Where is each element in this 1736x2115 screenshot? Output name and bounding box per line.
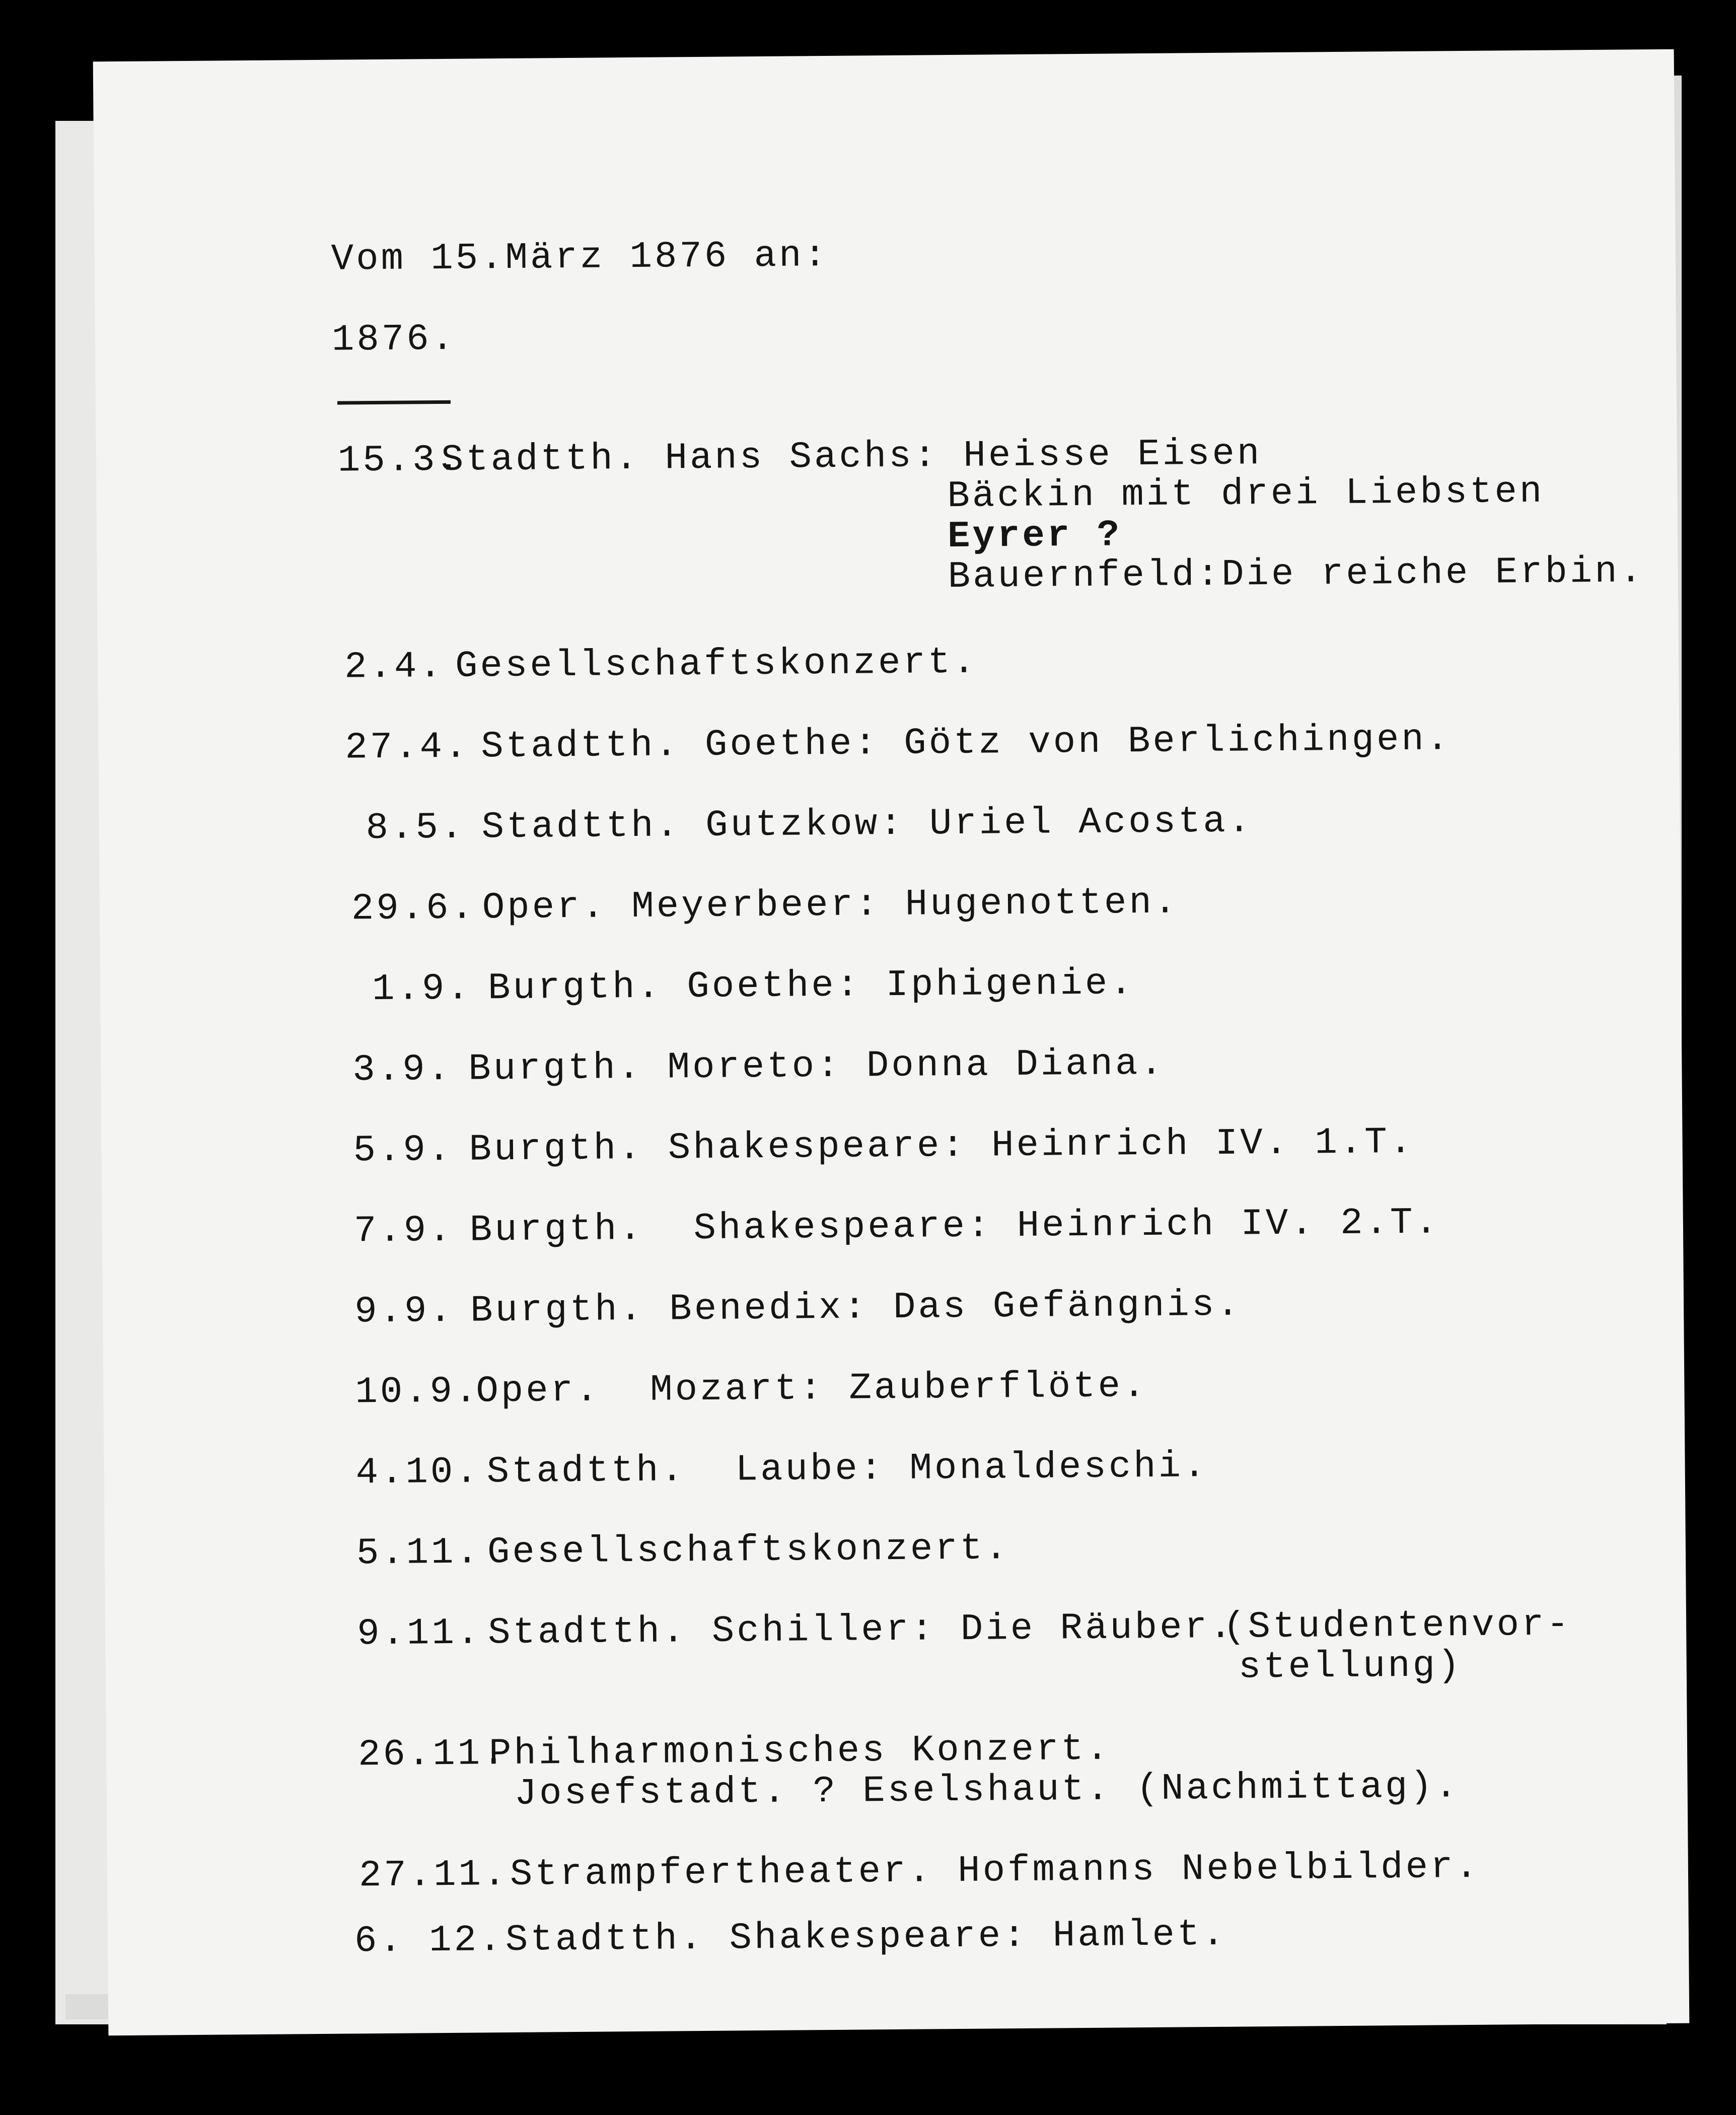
entry-date: 2.4. bbox=[344, 645, 445, 689]
entry-continuation: Bauernfeld:Die reiche Erbin. bbox=[948, 550, 1645, 599]
entry-text: Burgth. Shakespeare: Heinrich IV. 1.T. bbox=[469, 1121, 1415, 1171]
entry-text: Stadtth. Shakespeare: Hamlet. bbox=[505, 1913, 1227, 1962]
entry-text: Burgth. Benedix: Das Gefängnis. bbox=[470, 1284, 1242, 1332]
entry-text: Burgth. Moreto: Donna Diana. bbox=[468, 1042, 1166, 1091]
entry-continuation: Bäckin mit drei Liebsten bbox=[947, 470, 1545, 518]
entry-date: 7.9. bbox=[353, 1209, 454, 1253]
entry-date: 27.11. bbox=[358, 1854, 509, 1897]
entry-text: Strampfertheater. Hofmanns Nebelbilder. bbox=[510, 1846, 1481, 1896]
entry-date: 26.11. bbox=[357, 1733, 508, 1777]
entry-text: Burgth. Shakespeare: Heinrich IV. 2.T. bbox=[469, 1202, 1440, 1252]
entry-text: Gesellschaftskonzert. bbox=[455, 641, 978, 688]
entry-date: 15.3. bbox=[337, 439, 463, 482]
entry-date: 6. 12. bbox=[354, 1919, 504, 1963]
typed-page bbox=[93, 49, 1690, 2036]
entry-date: 5.9. bbox=[353, 1129, 453, 1172]
entry-date: 10.9. bbox=[355, 1370, 480, 1414]
entry-date: 29.6. bbox=[351, 887, 476, 931]
entry-text: Burgth. Goethe: Iphigenie. bbox=[487, 962, 1135, 1010]
entry-date: 4.10. bbox=[355, 1451, 481, 1495]
entry-text: Stadtth. Goethe: Götz von Berlichingen. bbox=[481, 718, 1452, 768]
heading-underline bbox=[337, 400, 451, 405]
entry-date: 9.11. bbox=[356, 1612, 482, 1656]
entry-note: stellung) bbox=[1238, 1645, 1463, 1689]
entry-date: 3.9. bbox=[352, 1048, 453, 1092]
entry-date: 1.9. bbox=[372, 967, 472, 1011]
entry-text: Stadtth. Schiller: Die Räuber. bbox=[487, 1606, 1235, 1655]
entry-continuation: Josefstadt. ? Eselshaut. (Nachmittag). bbox=[514, 1766, 1460, 1815]
entry-text: Philharmonisches Konzert. bbox=[488, 1728, 1111, 1776]
entry-date: 9.9. bbox=[354, 1290, 455, 1333]
entry-text: Gesellschaftskonzert. bbox=[487, 1527, 1010, 1574]
entry-text: Oper. Mozart: Zauberflöte. bbox=[476, 1365, 1148, 1413]
entry-text: Stadtth. Laube: Monaldeschi. bbox=[486, 1445, 1208, 1494]
entry-text: Stadtth. Gutzkow: Uriel Acosta. bbox=[481, 800, 1253, 849]
entry-date: 5.11. bbox=[356, 1531, 481, 1575]
entry-date: 8.5. bbox=[366, 806, 466, 850]
page-title: Vom 15.März 1876 an: bbox=[331, 234, 829, 281]
entry-text: Stadtth. Hans Sachs: Heisse Eisen bbox=[441, 433, 1262, 481]
entry-date: 27.4. bbox=[345, 726, 470, 769]
entry-text: Oper. Meyerbeer: Hugenotten. bbox=[482, 881, 1179, 930]
year-heading: 1876. bbox=[331, 318, 457, 362]
entry-continuation: Eyrer ? bbox=[947, 514, 1122, 558]
entry-note: (Studentenvor- bbox=[1222, 1603, 1572, 1649]
